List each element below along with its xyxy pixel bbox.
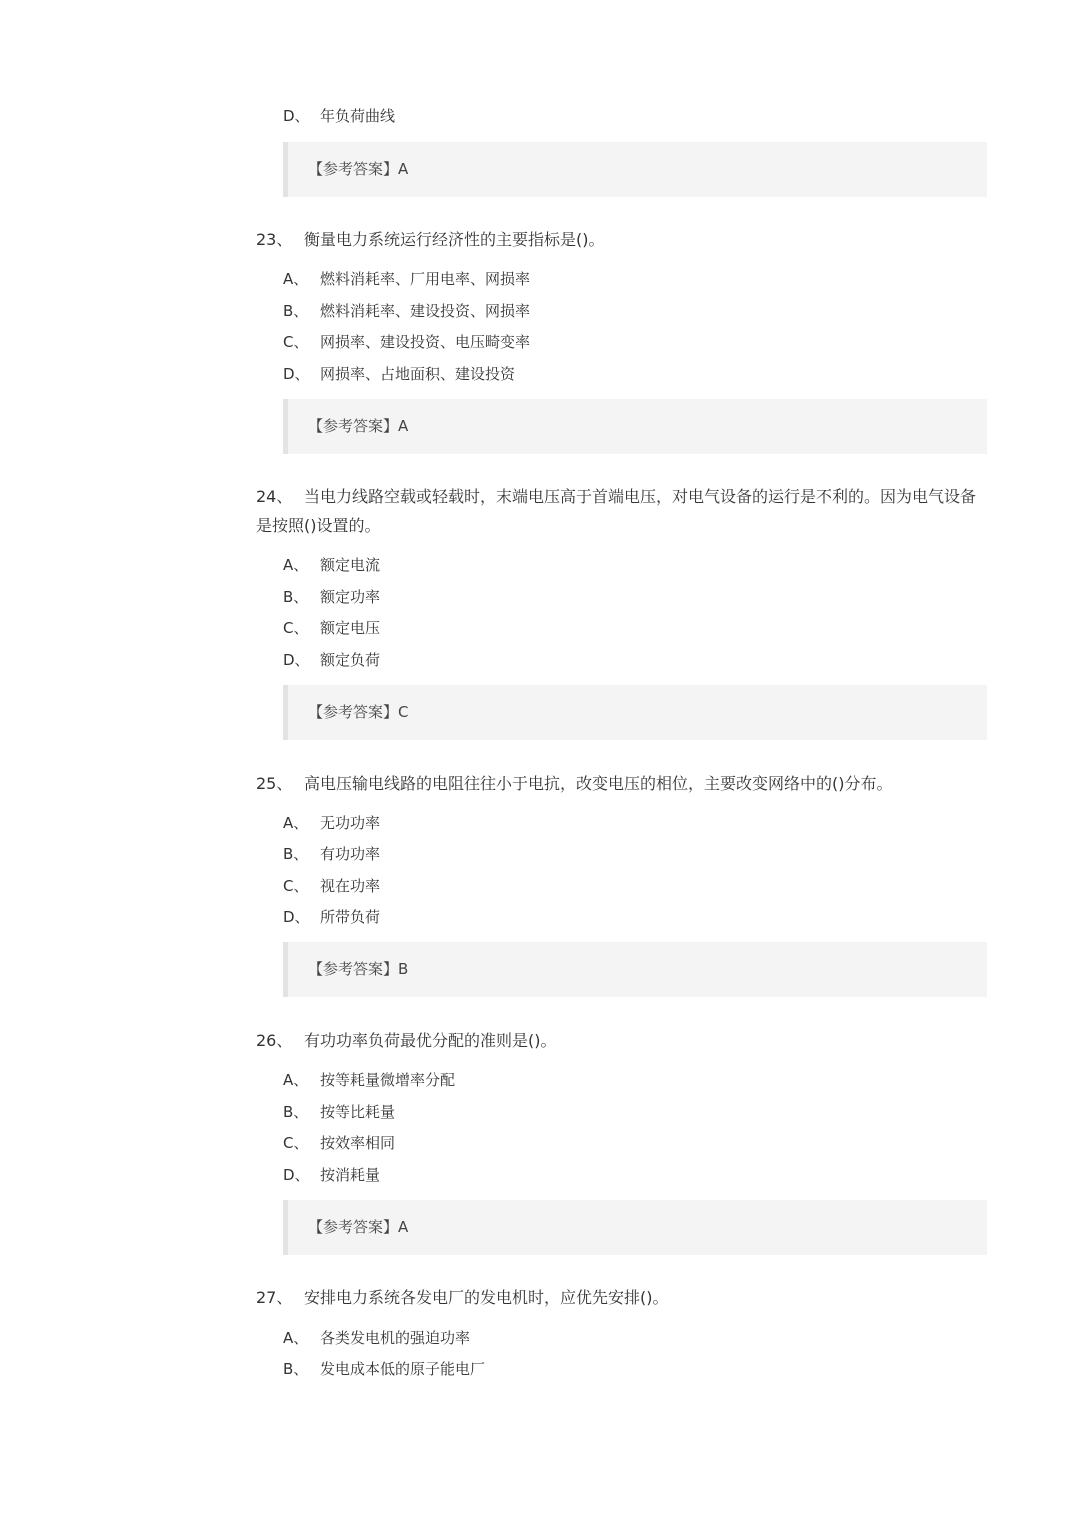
question-number: 26、 — [256, 1031, 293, 1050]
answer-text: 【参考答案】B — [308, 960, 409, 978]
option-text: 有功功率 — [320, 845, 381, 863]
option-a — [283, 1068, 963, 1092]
option-text: 网损率、建设投资、电压畸变率 — [320, 333, 531, 351]
answer-box — [283, 1200, 987, 1255]
option-letter: C、 — [283, 877, 309, 895]
question-number: 25、 — [256, 774, 293, 793]
option-c — [283, 330, 963, 354]
option-letter: D、 — [283, 365, 310, 383]
option-text: 无功功率 — [320, 814, 381, 832]
option-b — [283, 1357, 963, 1381]
option-letter: D、 — [283, 651, 310, 669]
option-letter: A、 — [283, 1329, 309, 1347]
option-c — [283, 616, 963, 640]
option-letter: B、 — [283, 1360, 309, 1378]
answer-box — [283, 685, 987, 740]
option-b — [283, 585, 963, 609]
question-number: 23、 — [256, 230, 293, 249]
option-c — [283, 1131, 963, 1155]
option-letter: A、 — [283, 556, 309, 574]
answer-box — [283, 142, 987, 197]
option-text: 按等耗量微增率分配 — [320, 1071, 456, 1089]
question-text: 衡量电力系统运行经济性的主要指标是()。 — [304, 230, 605, 249]
option-a — [283, 553, 963, 577]
option-text: 燃料消耗率、厂用电率、网损率 — [320, 270, 531, 288]
question-26 — [256, 1026, 976, 1055]
answer-box — [283, 399, 987, 454]
option-text: 所带负荷 — [320, 908, 381, 926]
question-text: 高电压输电线路的电阻往往小于电抗，改变电压的相位，主要改变网络中的()分布。 — [304, 774, 893, 793]
option-letter: B、 — [283, 588, 309, 606]
option-d — [283, 362, 963, 386]
answer-text: 【参考答案】A — [308, 417, 409, 435]
option-b — [283, 1100, 963, 1124]
option-text: 额定电压 — [320, 619, 381, 637]
answer-box — [283, 942, 987, 997]
answer-text: 【参考答案】C — [308, 703, 409, 721]
option-letter: C、 — [283, 1134, 309, 1152]
option-text: 年负荷曲线 — [320, 107, 396, 125]
answer-text: 【参考答案】A — [308, 160, 409, 178]
answer-text: 【参考答案】A — [308, 1218, 409, 1236]
question-number: 24、 — [256, 487, 293, 506]
option-text: 视在功率 — [320, 877, 381, 895]
option-text: 发电成本低的原子能电厂 — [320, 1360, 486, 1378]
option-text: 按效率相同 — [320, 1134, 396, 1152]
option-d — [283, 104, 963, 128]
option-a — [283, 1326, 963, 1350]
option-letter: B、 — [283, 845, 309, 863]
option-letter: D、 — [283, 1166, 310, 1184]
option-text: 按消耗量 — [320, 1166, 381, 1184]
option-b — [283, 299, 963, 323]
option-a — [283, 267, 963, 291]
option-text: 按等比耗量 — [320, 1103, 396, 1121]
option-letter: D、 — [283, 908, 310, 926]
option-b — [283, 842, 963, 866]
question-25 — [256, 769, 976, 798]
question-23 — [256, 225, 976, 254]
question-text: 安排电力系统各发电厂的发电机时，应优先安排()。 — [304, 1288, 669, 1307]
option-text: 额定电流 — [320, 556, 381, 574]
question-text: 当电力线路空载或轻载时，末端电压高于首端电压，对电气设备的运行是不利的。因为电气设备是按照()设置的。 — [256, 487, 977, 535]
option-text: 额定负荷 — [320, 651, 381, 669]
option-letter: A、 — [283, 1071, 309, 1089]
option-letter: B、 — [283, 1103, 309, 1121]
option-letter: C、 — [283, 619, 309, 637]
option-text: 各类发电机的强迫功率 — [320, 1329, 471, 1347]
option-letter: A、 — [283, 270, 309, 288]
option-letter: C、 — [283, 333, 309, 351]
question-text: 有功功率负荷最优分配的准则是()。 — [304, 1031, 557, 1050]
option-d — [283, 648, 963, 672]
option-c — [283, 874, 963, 898]
option-text: 燃料消耗率、建设投资、网损率 — [320, 302, 531, 320]
option-d — [283, 1163, 963, 1187]
question-number: 27、 — [256, 1288, 293, 1307]
option-letter: D、 — [283, 107, 310, 125]
option-d — [283, 905, 963, 929]
option-letter: B、 — [283, 302, 309, 320]
option-text: 额定功率 — [320, 588, 381, 606]
option-a — [283, 811, 963, 835]
option-text: 网损率、占地面积、建设投资 — [320, 365, 516, 383]
question-24 — [256, 482, 976, 540]
question-27 — [256, 1283, 976, 1312]
option-letter: A、 — [283, 814, 309, 832]
